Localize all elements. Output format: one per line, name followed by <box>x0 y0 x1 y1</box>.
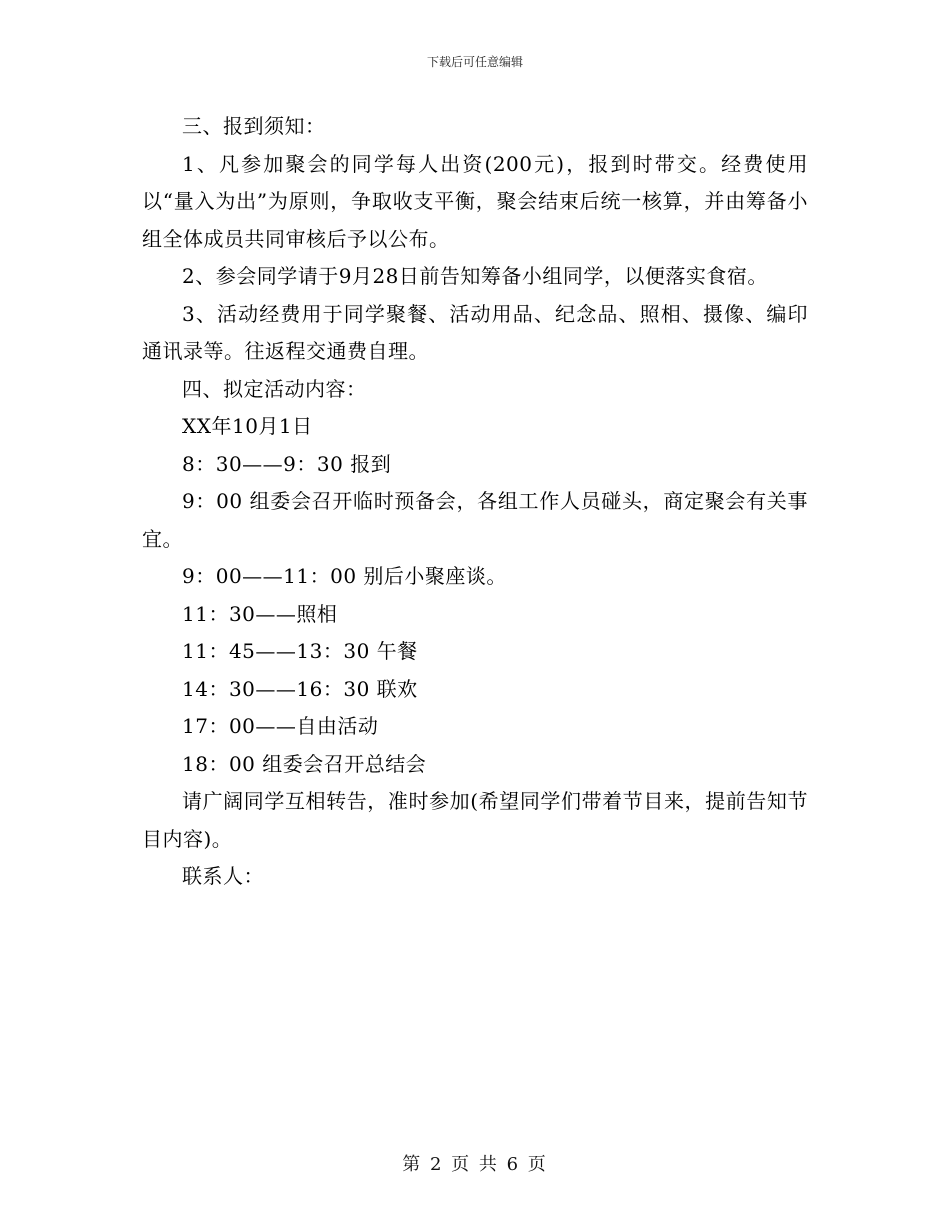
header-note: 下载后可任意编辑 <box>426 55 523 69</box>
paragraph-expense-usage: 3、活动经费用于同学聚餐、活动用品、纪念品、照相、摄像、编印通讯录等。往返程交通费自理。 <box>142 301 808 363</box>
section-heading-registration: 三、报到须知： <box>182 114 326 138</box>
schedule-item-lunch: 11：45——13：30 午餐 <box>182 639 418 663</box>
schedule-item-summary-meeting: 18：00 组委会召开总结会 <box>182 751 427 776</box>
document-body <box>142 108 808 896</box>
page-number: 第 2 页 共 6 页 <box>402 1154 548 1175</box>
paragraph-fee-policy: 1、凡参加聚会的同学每人出资(200元)，报到时带交。经费使用以“量入为出”为原则，争取收支平衡，聚会结束后统一核算，并由筹备小组全体成员共同审核后予以公布。 <box>142 151 808 251</box>
contact-label: 联系人： <box>182 864 264 888</box>
schedule-item-discussion: 9：00——11：00 别后小聚座谈。 <box>182 564 507 588</box>
schedule-date: XX年10月1日 <box>182 414 313 438</box>
schedule-item-prep-meeting: 9：00 组委会召开临时预备会，各组工作人员碰头，商定聚会有关事宜。 <box>142 489 808 551</box>
paragraph-invitation: 请广阔同学互相转告，准时参加(希望同学们带着节目来，提前告知节目内容)。 <box>142 789 808 851</box>
schedule-item-photo: 11：30——照相 <box>182 601 338 626</box>
section-heading-activities: 四、拟定活动内容： <box>182 376 367 401</box>
schedule-item-free-time: 17：00——自由活动 <box>182 714 379 738</box>
schedule-item-checkin: 8：30——9：30 报到 <box>182 451 392 476</box>
paragraph-rsvp-deadline: 2、参会同学请于9月28日前告知筹备小组同学，以便落实食宿。 <box>182 264 768 288</box>
schedule-item-party: 14：30——16：30 联欢 <box>182 676 418 701</box>
